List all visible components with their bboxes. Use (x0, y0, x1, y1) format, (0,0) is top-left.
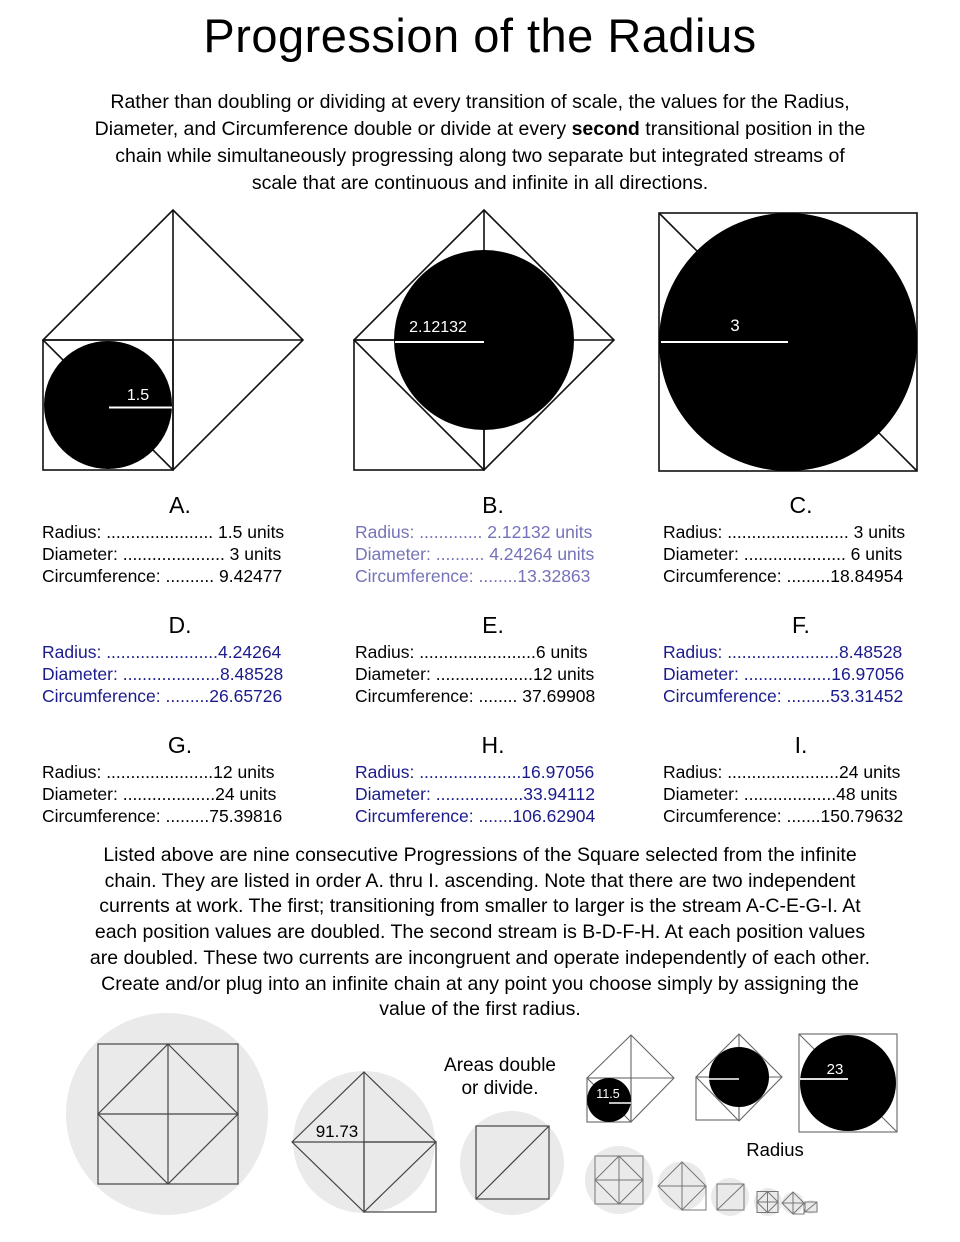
block-e-heading: E. (482, 612, 504, 638)
block-b-diameter: Diameter: .......... 4.24264 units (355, 543, 595, 564)
figure-gray-diamond-9173 (292, 1071, 436, 1213)
block-f-diameter: Diameter: ..................16.97056 (663, 663, 905, 684)
block-a-diameter: Diameter: ..................... 3 units (42, 543, 282, 564)
intro-line-1: Rather than doubling or dividing at every transition of scale, the values for the Radius, (110, 91, 850, 113)
figure-mini-a (587, 1035, 674, 1122)
block-g-circumference: Circumference: .........75.39816 (42, 805, 283, 826)
figure-gray-square-diagonal (460, 1111, 564, 1215)
area-note (444, 1055, 556, 1099)
value-block-e (343, 612, 643, 707)
value-block-i (651, 732, 951, 827)
block-g-radius: Radius: ......................12 units (42, 762, 275, 782)
figure-gray-large (66, 1013, 268, 1215)
area-note-line-2: or divide. (461, 1078, 539, 1099)
block-f-heading: F. (792, 612, 810, 638)
block-f-circumference: Circumference: .........53.31452 (663, 685, 904, 706)
block-c-diameter: Diameter: ..................... 6 units (663, 543, 903, 564)
block-c-heading: C. (789, 492, 813, 518)
block-h-circumference: Circumference: .......106.62904 (355, 805, 596, 826)
figure-a-circle (44, 341, 172, 469)
block-e-circumference: Circumference: ........ 37.69908 (355, 685, 596, 706)
block-h-heading: H. (481, 732, 505, 758)
figure-mini-a-label: 11.5 (596, 1087, 620, 1101)
body-line-1: Listed above are nine consecutive Progressions of the Square selected from the infinite (103, 844, 857, 866)
body-line-5: are doubled. These two currents are incongruent and operate independently of each other. (89, 946, 871, 969)
figure-c-radius-label: 3 (730, 316, 740, 335)
value-block-d (30, 612, 330, 707)
figure-b (354, 210, 614, 470)
intro-line-2: Diameter, and Circumference double or divide at every second transitional position in the (94, 118, 866, 140)
block-a-heading: A. (169, 492, 191, 518)
block-e-diameter: Diameter: ....................12 units (355, 663, 595, 684)
body-line-4: each position values are doubled. The second stream is B-D-F-H. At each position values (94, 921, 866, 944)
block-d-radius: Radius: .......................4.24264 (42, 642, 282, 662)
block-c-radius: Radius: ......................... 3 units (663, 522, 906, 542)
block-d-heading: D. (168, 612, 192, 638)
body-line-3: currents at work. The first; transitioning from smaller to larger is the stream A-C-E-G-I. At (99, 895, 861, 918)
intro-line-4: scale that are continuous and infinite in all directions. (251, 172, 709, 194)
figure-b-circle (394, 250, 574, 430)
block-i-radius: Radius: .......................24 units (663, 762, 901, 782)
block-b-heading: B. (482, 492, 504, 518)
intro-line-3: chain while simultaneously progressing along two separate but integrated streams of (115, 145, 845, 167)
body-line-7: value of the first radius. (379, 998, 581, 1021)
figure-mini-c-circle (800, 1035, 896, 1131)
block-b-radius: Radius: ............. 2.12132 units (355, 522, 593, 542)
figure-9173-label: 91.73 (315, 1122, 359, 1141)
value-block-a (30, 492, 330, 587)
block-a-radius: Radius: ...................... 1.5 units (42, 522, 285, 542)
block-c-circumference: Circumference: .........18.84954 (663, 565, 904, 586)
block-i-circumference: Circumference: .......150.79632 (663, 805, 904, 826)
block-g-heading: G. (167, 732, 193, 758)
figure-mini-c-label: 23 (826, 1061, 844, 1078)
block-d-diameter: Diameter: ....................8.48528 (42, 663, 284, 684)
body-line-2: chain. They are listed in order A. thru I. ascending. Note that there are two independent (104, 869, 856, 892)
value-block-g (30, 732, 330, 827)
block-g-diameter: Diameter: ...................24 units (42, 783, 277, 804)
block-f-radius: Radius: .......................8.48528 (663, 642, 903, 662)
figure-mini-b-circle (709, 1047, 769, 1107)
block-i-heading: I. (794, 732, 808, 758)
block-h-radius: Radius: .....................16.97056 (355, 762, 595, 782)
block-d-circumference: Circumference: .........26.65726 (42, 685, 283, 706)
value-block-f (651, 612, 951, 707)
block-b-circumference: Circumference: ........13.32863 (355, 565, 591, 586)
block-h-diameter: Diameter: ..................33.94112 (355, 783, 595, 804)
figure-mini-c (799, 1034, 897, 1132)
figure-c (659, 213, 917, 471)
figure-a-radius-label: 1.5 (126, 387, 150, 404)
body-line-6: Create and/or plug into an infinite chain at any point you choose simply by assigning the (101, 972, 859, 995)
body-paragraph (0, 843, 960, 1023)
block-a-circumference: Circumference: .......... 9.42477 (42, 565, 283, 586)
page-title: Progression of the Radius (203, 9, 757, 62)
value-block-h (343, 732, 643, 827)
value-block-c (651, 492, 951, 587)
intro-bold-word: second (571, 118, 640, 140)
area-note-line-1: Areas double (444, 1055, 556, 1076)
value-block-b (343, 492, 643, 587)
radius-caption: Radius (746, 1139, 804, 1160)
block-e-radius: Radius: ........................6 units (355, 642, 588, 662)
figure-b-radius-label: 2.12132 (409, 319, 467, 336)
figure-a (43, 210, 303, 470)
figure-mini-b (696, 1034, 782, 1121)
block-i-diameter: Diameter: ...................48 units (663, 783, 898, 804)
